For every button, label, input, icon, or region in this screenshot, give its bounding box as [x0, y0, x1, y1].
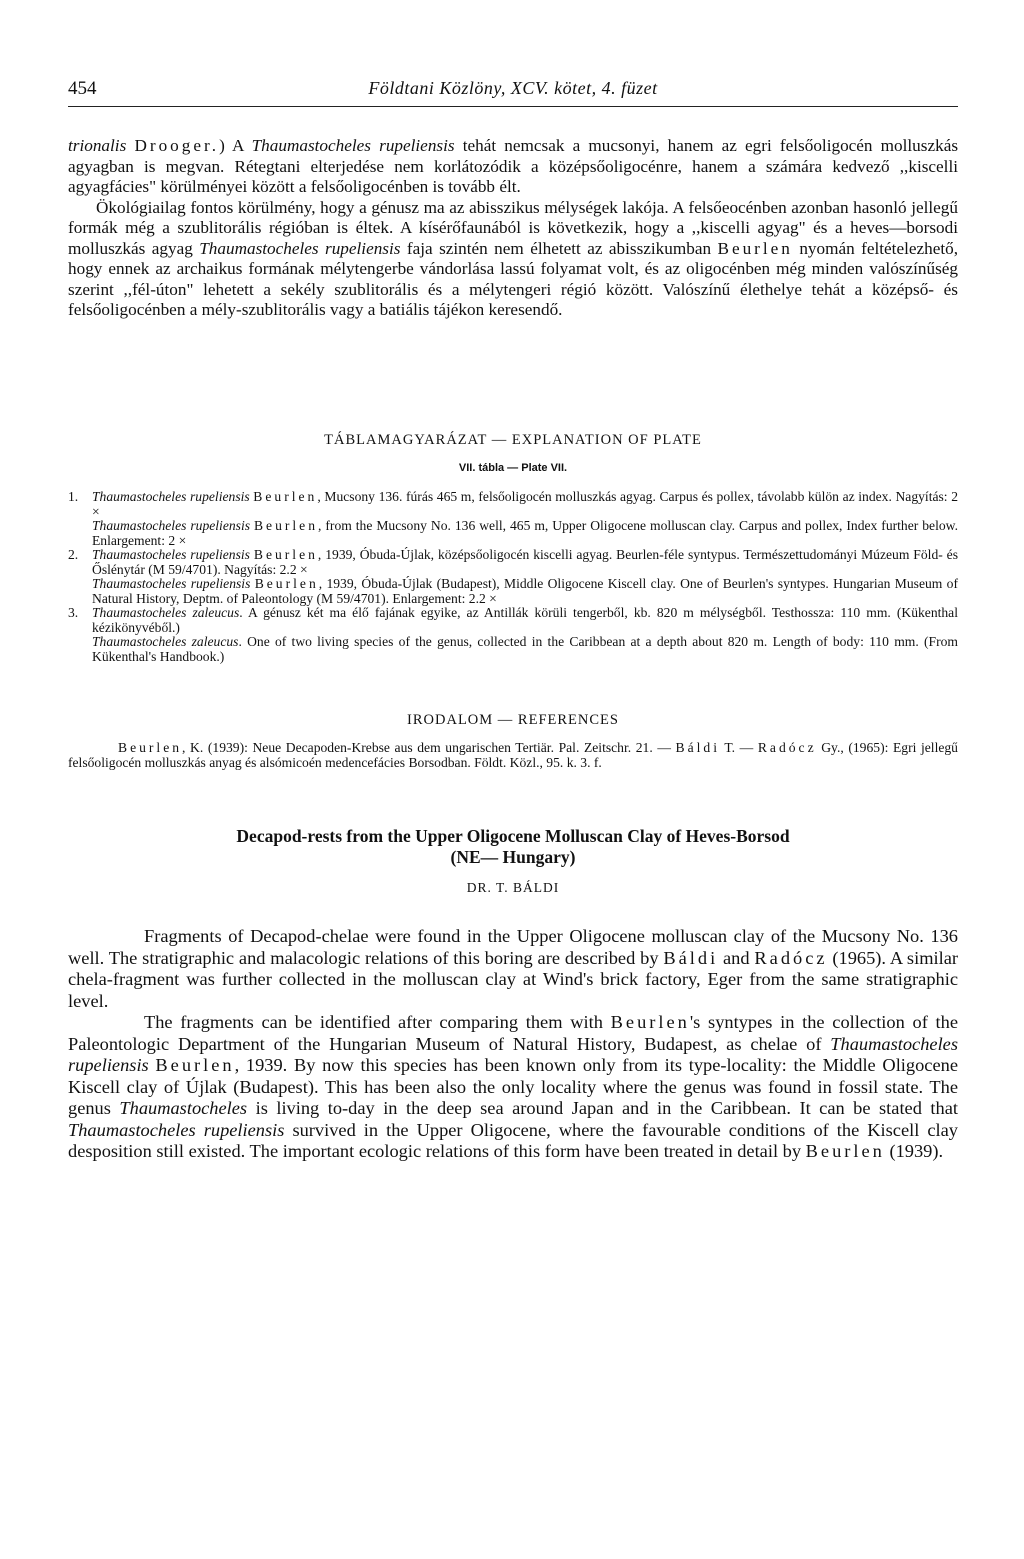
text-run: survived in the Upper Oligocene, where the favourable conditions of the Kiscell clay desposition still existed. The important ecologic relations of this form have been treated in detail by [68, 1119, 958, 1161]
list-item [68, 548, 958, 606]
text-run: tehát nemcsak a mucsonyi, hanem az egri felsőoligocén molluszkás agyagban is megvan. Rétegtani elterjedése nem korlátozódik a középsőoligocénre, hanem a számára kedvező ,,kiscelli agyagfácies" körülményei között a felsőoligocénben is tovább élt. [68, 136, 959, 196]
text-run: is living to-day in the deep sea around Japan and in the Caribbean. It can be stated that [247, 1098, 958, 1118]
author-name: Radócz [754, 947, 828, 968]
text-run: 's syntypes in the collection of the Paleontologic Department of the Hungarian Museum of Natural History, Budapest, as chelae of [68, 1012, 959, 1054]
text-run: , K. (1939): Neue Decapoden-Krebse aus dem ungarischen Tertiär. Pal. Zeitschr. 21. — [182, 740, 676, 755]
article-title [68, 826, 958, 868]
author-name: Beurlen [118, 740, 183, 755]
author-name: Beurlen [610, 1012, 690, 1032]
species-name: Thaumastocheles rupeliensis [92, 576, 251, 591]
text-run: ) A [219, 136, 252, 155]
text-run: and [718, 947, 755, 968]
author-name: Beurlen [253, 489, 318, 504]
item-number: 2. [68, 547, 79, 562]
journal-title: Földtani Közlöny, XCV. kötet, 4. füzet [368, 78, 658, 98]
plate-label: VII. tábla — Plate VII. [458, 462, 568, 474]
text-run: , 1939, Óbuda-Újlak (Budapest), Middle Oligocene Kiscell clay. One of Beurlen's syntypes. Hungarian Museum of Natural History, Deptm. of Paleontology (M 59/4701). Enlargement: 2.2 × [92, 576, 958, 606]
plate-explanation [68, 490, 958, 664]
species-name: Thaumastocheles rupeliensis [92, 547, 250, 562]
english-abstract [68, 926, 958, 1163]
paragraph [68, 1012, 958, 1163]
species-name: Thaumastocheles zaleucus [92, 634, 239, 649]
text-run: Gy., (1965): Egri jellegű felsőoligocén molluszkás anyag és alsómicoén medencefácies Borsodban. Földt. Közl., 95. k. 3. f. [68, 740, 958, 770]
species-name: Thaumastocheles [119, 1098, 248, 1118]
text-run: Fragments of Decapod-chelae were found in the Upper Oligocene molluscan clay of the Mucsony No. 136 well. The stratigraphic and malacologic relations of this boring are described by [68, 926, 958, 968]
title-line: Decapod-rests from the Upper Oligocene Molluscan Clay of Heves-Borsod [236, 826, 790, 846]
italic-text: trionalis [68, 136, 127, 155]
paragraph [68, 198, 958, 321]
species-name: Thaumastocheles rupeliensis [199, 238, 401, 258]
text-run: faja szintén nem élhetett az abisszikumban [400, 238, 718, 258]
text-run: (1939). [884, 1141, 944, 1161]
references-heading: IRODALOM — REFERENCES [407, 712, 619, 728]
author-name: Báldi [663, 947, 719, 968]
author-name: Beurlen [155, 1055, 235, 1075]
text-run: (1965). A similar chela-fragment was further collected in the molluscan clay at Wind's brick factory, Eger from the same stratigraphic level. [68, 947, 959, 1011]
species-name: Thaumastocheles rupeliensis [68, 1119, 285, 1140]
paragraph [68, 926, 958, 1012]
author-name: Drooger. [134, 136, 220, 155]
text-run: , 1939. By now this species has been known only from its type-locality: the Middle Oligocene Kiscell clay of Újlak (Budapest). This has been also the only locality where the genus was found in fossil state. The genus [68, 1055, 958, 1118]
species-name: Thaumastocheles rupeliensis [68, 1033, 958, 1075]
text-run: . A génusz két ma élő fajának egyike, az Antillák körüli tengerből, kb. 820 m mélységből. Testhossza: 110 mm. (Kükenthal kézikönyvéből.) [92, 605, 958, 635]
author-name: Beurlen [805, 1141, 885, 1161]
text-run: . One of two living species of the genus, collected in the Caribbean at a depth about 820 m. Length of body: 110 mm. (From Kükenthal's Handbook.) [92, 634, 958, 664]
hungarian-text [68, 136, 958, 321]
item-number: 1. [68, 489, 79, 504]
species-name: Thaumastocheles zaleucus [92, 605, 240, 620]
text-run: Ökológiailag fontos körülmény, hogy a génusz ma az abisszikus mélységek lakója. A felsőeocénben azonban hasonló jellegű formák még a szublitorális régióban is éltek. A kísérőfaunából is következik, hogy a ,,kiscelli agyag" és a heves—borsodi molluszkás agyag [68, 197, 958, 258]
author-name: Beurlen [253, 547, 318, 562]
title-line: (NE— Hungary) [450, 847, 576, 867]
text-run: The fragments can be identified after comparing them with [144, 1012, 611, 1032]
species-name: Thaumastocheles rupeliensis [92, 518, 251, 533]
item-number: 3. [68, 605, 79, 620]
list-item [68, 490, 958, 548]
text-run: , from the Mucsony No. 136 well, 465 m, Upper Oligocene molluscan clay. Carpus and pollex, Index further below. Enlargement: 2 × [92, 518, 958, 548]
author-name: Beurlen [254, 576, 319, 591]
author-name: Beurlen [717, 238, 793, 258]
page-header [68, 78, 958, 107]
species-name: Thaumastocheles rupeliensis [92, 489, 250, 504]
text-run: , 1939, Óbuda-Újlak, középsőoligocén kiscelli agyag. Beurlen-féle syntypus. Természettudományi Múzeum Föld- és Őslénytár (M 59/4701). Nagyítás: 2.2 × [92, 547, 958, 577]
explanation-heading: TÁBLAMAGYARÁZAT — EXPLANATION OF PLATE [324, 432, 702, 448]
text-run: , Mucsony 136. fúrás 465 m, felsőoligocén molluszkás agyag. Carpus és pollex, távolabb külön az index. Nagyítás: 2 × [92, 489, 958, 519]
page-number: 454 [68, 78, 97, 99]
text-run: nyomán feltételezhető, hogy ennek az archaikus formának mélytengerbe vándorlása lassú folyamat volt, és az oligocénben még minden valószínűség szerint ,,fél-úton" lehetett a sekély szublitorális és a mélytengeri régió között. Valószínű élethelye tehát a középső- és felsőoligocénben a mély-szublitorális vagy a batiális tájékon keresendő. [68, 238, 958, 319]
paragraph [68, 136, 958, 198]
article-author: DR. T. BÁLDI [466, 880, 560, 895]
species-name: Thaumastocheles rupeliensis [251, 136, 455, 155]
author-name: Beurlen [253, 518, 319, 533]
author-name: Radócz [757, 740, 817, 755]
author-name: Báldi [675, 740, 720, 755]
list-item [68, 606, 958, 664]
text-run: T. — [720, 740, 758, 755]
references-list [68, 740, 958, 770]
